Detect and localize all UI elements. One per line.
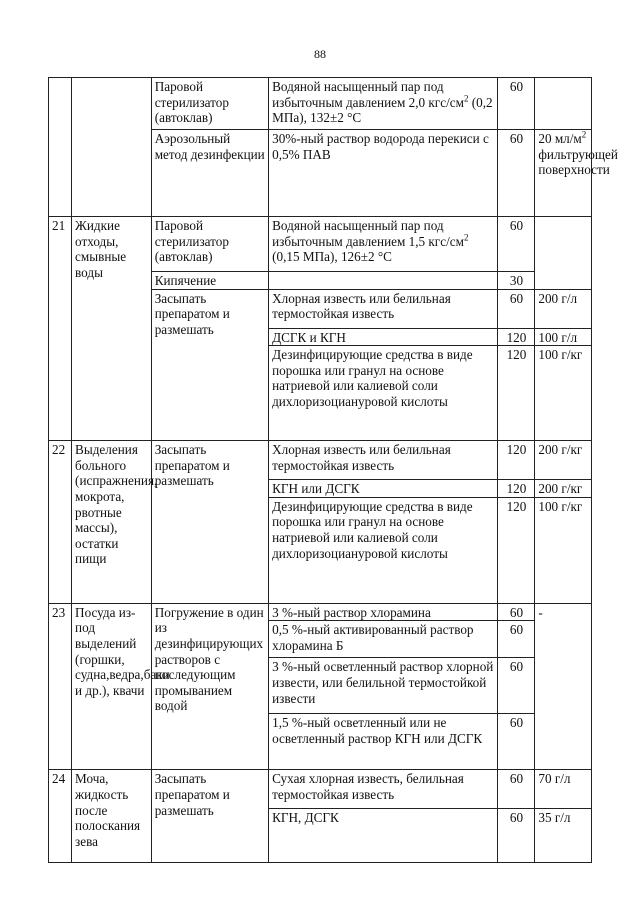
exposure-cell: 120 [497, 480, 535, 498]
exposure-cell: 60 [497, 809, 535, 863]
agent-cell [269, 272, 498, 290]
norm-cell: 200 г/кг [535, 480, 592, 498]
object-cell: Выделения больного (испражнения, мокрота, рвотные массы), остатки пищи [72, 441, 152, 604]
agent-cell: ДСГК и КГН [269, 328, 498, 346]
agent-cell: Дезинфицирующие средства в виде порошка или гранул на основе натриевой или калиевой соли дихлоризоциануровой кислоты [269, 346, 498, 441]
row-number-cell: 21 [49, 217, 72, 441]
agent-cell: Хлорная известь или белильная термостойкая известь [269, 289, 498, 328]
agent-cell: 30%-ный раствор водорода перекиси с 0,5% ПАВ [269, 130, 498, 217]
agent-cell: 0,5 %-ный активированный раствор хлорамина Б [269, 621, 498, 658]
agent-cell: Водяной насыщенный пар под избыточным давлением 2,0 кгс/$см^2$ (0,2 МПа), 132±2 °С [269, 78, 498, 130]
row-number-cell: 23 [49, 603, 72, 770]
row-number-cell [49, 78, 72, 217]
agent-cell: 3 %-ный раствор хлорамина [269, 603, 498, 621]
exposure-cell: 60 [497, 658, 535, 714]
norm-cell: 200 г/л [535, 289, 592, 328]
object-cell: Моча, жидкость после полоскания зева [72, 770, 152, 863]
exposure-cell: 120 [497, 441, 535, 480]
exposure-cell: 60 [497, 621, 535, 658]
agent-cell: Водяной насыщенный пар под избыточным давлением 1,5 кгс/$см^2$ (0,15 МПа), 126±2 °С [269, 217, 498, 272]
method-cell: Погружение в один из дезинфицирующих растворов с последующим промыванием водой [151, 603, 268, 770]
agent-cell: Дезинфицирующие средства в виде порошка или гранул на основе натриевой или калиевой соли дихлоризоциануровой кислоты [269, 497, 498, 603]
method-cell: Аэрозольный метод дезинфекции [151, 130, 268, 217]
row-number-cell: 22 [49, 441, 72, 604]
exposure-cell: 60 [497, 289, 535, 328]
row-number-cell: 24 [49, 770, 72, 863]
agent-cell: КГН, ДСГК [269, 809, 498, 863]
agent-cell: КГН или ДСГК [269, 480, 498, 498]
table-row [49, 78, 592, 130]
norm-cell: 35 г/л [535, 809, 592, 863]
norm-cell: 20 $мл/м^2$ фильтрующей поверхности [535, 130, 592, 217]
exposure-cell: 60 [497, 130, 535, 217]
method-cell: Паровой стерилизатор (автоклав) [151, 217, 268, 272]
method-cell: Засыпать препаратом и размешать [151, 289, 268, 441]
exposure-cell: 60 [497, 78, 535, 130]
exposure-cell: 30 [497, 272, 535, 290]
exposure-cell: 120 [497, 328, 535, 346]
norm-cell [535, 217, 592, 290]
exposure-cell: 120 [497, 346, 535, 441]
table-row [49, 770, 592, 809]
agent-cell: 3 %-ный осветленный раствор хлорной извести, или белильной термостойкой извести [269, 658, 498, 714]
method-cell: Засыпать препаратом и размешать [151, 441, 268, 604]
table-row [49, 441, 592, 480]
norm-cell [535, 78, 592, 130]
exposure-cell: 60 [497, 714, 535, 770]
agent-cell: Сухая хлорная известь, белильная термостойкая известь [269, 770, 498, 809]
norm-cell: 200 г/кг [535, 441, 592, 480]
agent-cell: Хлорная известь или белильная термостойкая известь [269, 441, 498, 480]
norm-cell: 70 г/л [535, 770, 592, 809]
exposure-cell: 120 [497, 497, 535, 603]
exposure-cell: 60 [497, 603, 535, 621]
norm-cell: 100 г/кг [535, 497, 592, 603]
agent-cell: 1,5 %-ный осветленный или не осветленный раствор КГН или ДСГК [269, 714, 498, 770]
object-cell: Жидкие отходы, смывные воды [72, 217, 152, 441]
norm-cell: 100 г/л [535, 328, 592, 346]
object-cell: Посуда из-под выделений (горшки, судна,ведра,баки и др.), квачи [72, 603, 152, 770]
norm-cell: 100 г/кг [535, 346, 592, 441]
norm-cell: - [535, 603, 592, 770]
table-row [49, 603, 592, 621]
table-row [49, 217, 592, 272]
page-number: 88 [314, 47, 326, 61]
method-cell: Паровой стерилизатор (автоклав) [151, 78, 268, 130]
disinfection-table [48, 77, 618, 863]
exposure-cell: 60 [497, 770, 535, 809]
exposure-cell: 60 [497, 217, 535, 272]
object-cell [72, 78, 152, 217]
method-cell: Кипячение [151, 272, 268, 290]
method-cell: Засыпать препаратом и размешать [151, 770, 268, 863]
